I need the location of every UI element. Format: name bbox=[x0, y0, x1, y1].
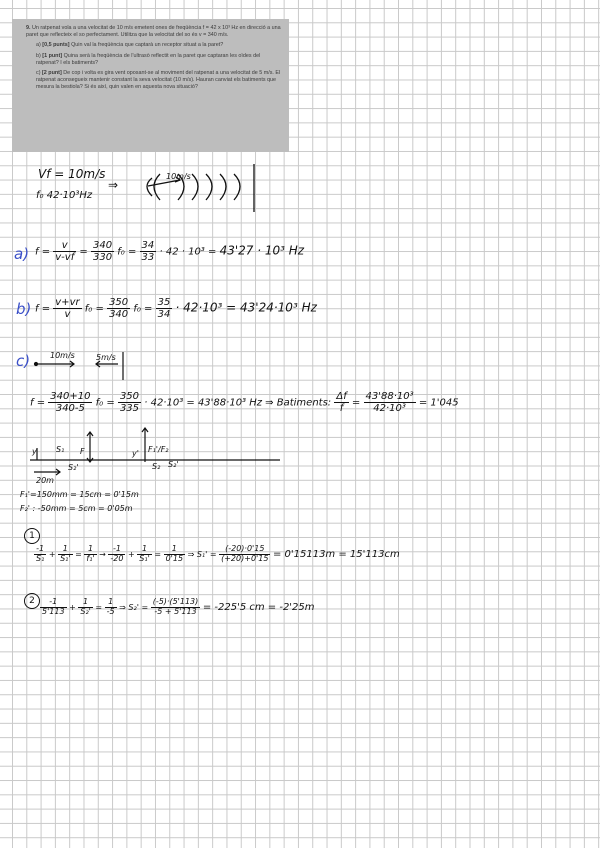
optics-s2prime: S₂' bbox=[68, 463, 79, 472]
part-a-label: a) bbox=[14, 245, 30, 263]
optics-y: y bbox=[32, 447, 37, 456]
step-2-circle: 2 bbox=[24, 593, 40, 609]
problem-intro bbox=[26, 25, 281, 39]
step-2-equation: $\frac{-1}{5'113}$ + $\frac{1}{\text{S₂'}}$ = $\frac{1}{-5}$ ⇒ S₂' = $\frac{(-5)\cdot(5'113)}{-5 + 5'113}$ = -225'5 cm = -2'25m bbox=[42, 597, 315, 616]
wave-speed: 10m/s bbox=[166, 172, 191, 181]
optics-f2: F₂' : -50mm = 5cm = 0'05m bbox=[20, 504, 133, 513]
optics-s2: S₂ bbox=[152, 462, 161, 471]
optics-yprime: y' bbox=[132, 449, 139, 458]
part-a-result: 43'27 · 10³ Hz bbox=[219, 243, 305, 258]
problem-statement bbox=[12, 19, 289, 152]
optics-f: F bbox=[80, 447, 85, 456]
part-c-bat-speed: 10m/s bbox=[50, 351, 75, 360]
step-2-result: = -225'5 cm = -2'25m bbox=[202, 601, 315, 613]
part-c-label: c) bbox=[16, 352, 31, 370]
optics-s1: S₁ bbox=[56, 445, 65, 454]
part-c-equation: f = $\frac{340+10}{340-5}$ f₀ = $\frac{350}{335}$ · 42·10³ = 43'88·10³ Hz ⇒ Batiments: $\frac{\Delta f}{f}$ = $\frac{\text{43'88·10³}}{\text{42·10³}}$ = 1'045 bbox=[30, 391, 459, 414]
part-c-wind-speed: 5m/s bbox=[96, 353, 116, 362]
wave-sketch bbox=[140, 160, 270, 220]
part-a-equation: f = $\frac{v}{v-vf}$ = $\frac{340}{330}$ f₀ = $\frac{34}{33}$ · 42 · 10³ = 43'27 · 10³ Hz bbox=[35, 240, 305, 263]
step-1-equation: $\frac{-1}{\text{S₁}}$ + $\frac{1}{\text{S₁'}}$ = $\frac{1}{\text{f₁'}}$ → $\frac{-1}{-20}$ + $\frac{1}{\text{S₁'}}$ = $\frac{1}{0'15}$ ⇒ S₁' = $\frac{(-20)\cdot 0'15}{(+20)+0'15}$ = 0'15113m = 15'113cm bbox=[36, 544, 400, 563]
given-f0: f₀ 42·10³Hz bbox=[36, 190, 93, 201]
given-arrow: ⇒ bbox=[108, 178, 119, 192]
optics-diagram bbox=[30, 426, 290, 486]
problem-item-a: a) [0,5 punts] Quin val la freqüència que captarà un receptor situat a la paret? bbox=[36, 42, 224, 49]
part-c-result: = 1'045 bbox=[418, 397, 459, 409]
part-b-label: b) bbox=[16, 300, 32, 318]
problem-number: 9. bbox=[26, 25, 31, 31]
part-c-arrows bbox=[34, 352, 134, 382]
problem-item-b: b) [1 punt] Quina serà la freqüència de l'ultrasò reflectit en la paret que captaran les oïdes del ratpenat? I els batiments? bbox=[36, 52, 261, 66]
optics-distance: 20m bbox=[36, 476, 54, 485]
given-vf: Vf = 10m/s bbox=[38, 167, 106, 181]
problem-text: Un ratpenat vola a una velocitat de 10 m/s emetent ones de freqüència f = 42 x 10³ Hz en direcció a una paret que reflecteix el so perfectament. Utilitza que la velocitat del so és v = 340 m/s. bbox=[26, 25, 281, 39]
step-1-result: = 0'15113m = 15'113cm bbox=[272, 548, 400, 560]
part-b-equation: f = $\frac{v+vr}{v}$ f₀ = $\frac{350}{340}$ f₀ = $\frac{35}{34}$ · 42·10³ = 43'24·10³ Hz bbox=[35, 297, 317, 320]
optics-s2prime-2: S₂' bbox=[168, 460, 179, 469]
optics-f1: F₁'=150mm = 15cm = 0'15m bbox=[20, 490, 139, 499]
optics-f1f2: F₁'/F₂ bbox=[148, 445, 169, 454]
step-1-circle: 1 bbox=[24, 528, 40, 544]
part-b-result: · 42·10³ = 43'24·10³ Hz bbox=[175, 300, 317, 315]
problem-item-c: c) [2 punt] De cop i volta es gira vent oposant-se al moviment del ratpenat a una velocitat de 5 m/s. El ratpenat aconsegueix mantenir constant la seva velocitat (10 m/s). Hauran canviat els batiments que mesura la bestiola? Si és així, quin valen en aquesta nova situació? bbox=[36, 70, 281, 91]
